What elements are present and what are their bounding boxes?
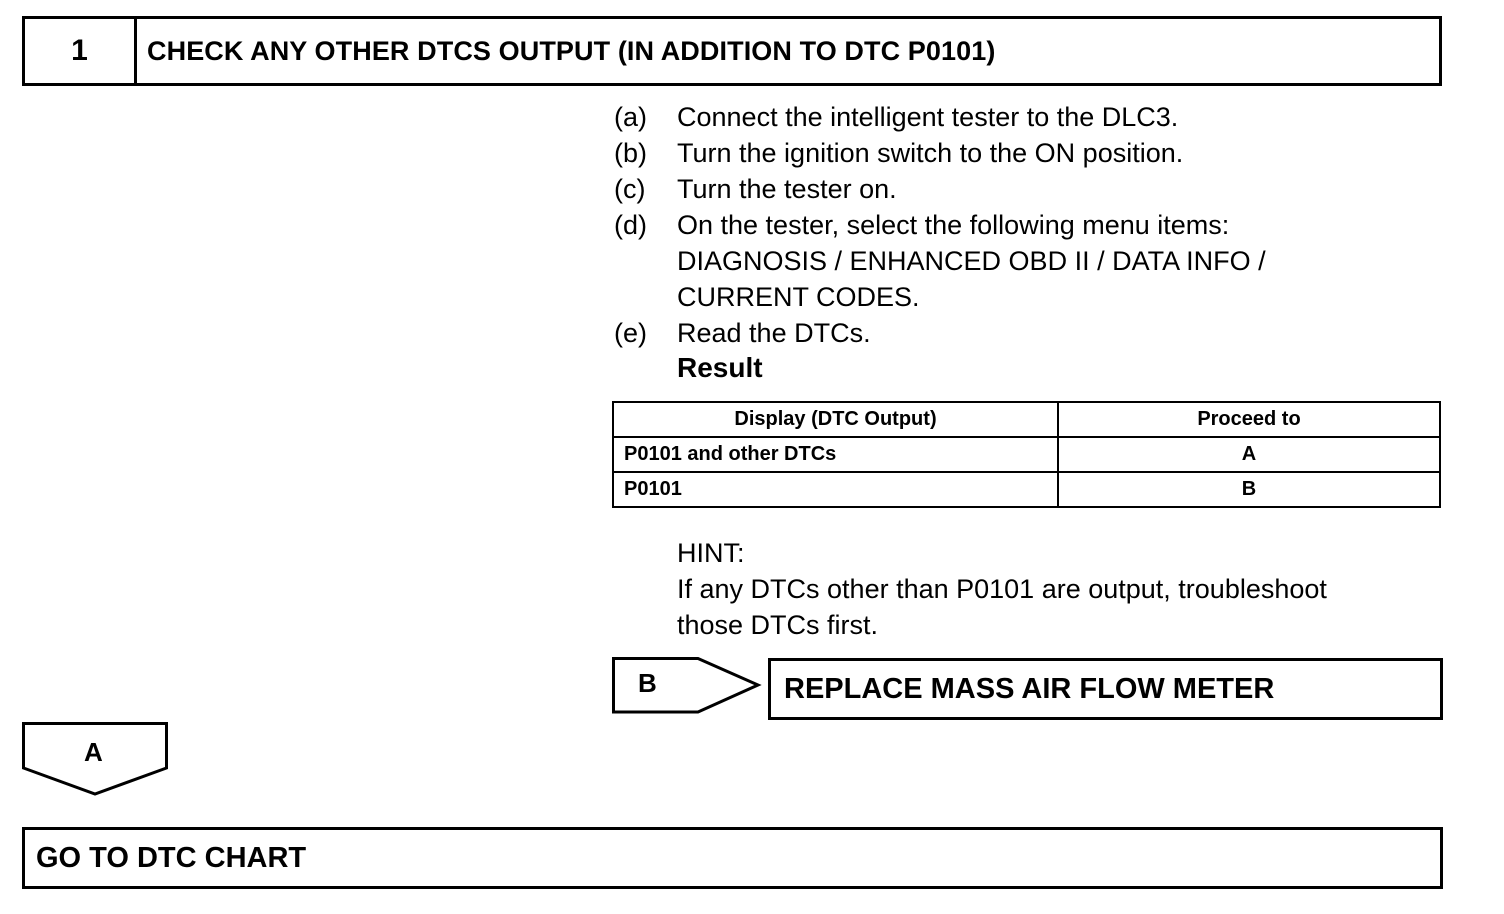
instruction-text [677, 315, 1444, 351]
column-header-display: Display (DTC Output) [613, 402, 1058, 437]
instruction-line: Read the DTCs. [677, 318, 871, 348]
table-header-row [613, 402, 1440, 437]
instruction-line: On the tester, select the following menu items: [677, 210, 1230, 240]
step-header [22, 16, 1442, 86]
instruction-label: (e) [614, 318, 647, 348]
instruction-label: (d) [614, 210, 647, 240]
instruction-item [614, 171, 1444, 207]
instruction-line: Turn the ignition switch to the ON position. [677, 138, 1184, 168]
instruction-label: (c) [614, 174, 646, 204]
instruction-text [677, 171, 1444, 207]
table-cell-display: P0101 [613, 472, 1058, 507]
branch-a-action-box[interactable]: GO TO DTC CHART [22, 827, 1443, 889]
instruction-list [614, 99, 1444, 351]
instruction-item [614, 99, 1444, 135]
instruction-item [614, 207, 1444, 315]
branch-a-label: A [84, 737, 103, 767]
result-heading: Result [677, 352, 763, 383]
branch-b-label: B [638, 668, 657, 698]
hint [677, 535, 1437, 643]
table-cell-proceed: B [1058, 472, 1440, 507]
column-header-proceed: Proceed to [1058, 402, 1440, 437]
result-table [612, 401, 1441, 508]
instruction-text [677, 135, 1444, 171]
instruction-label: (a) [614, 102, 647, 132]
instruction-line: Connect the intelligent tester to the DLC3. [677, 102, 1179, 132]
branch-b-arrow-tag [612, 657, 762, 715]
hint-line: If any DTCs other than P0101 are output, troubleshoot [677, 574, 1327, 604]
instruction-item [614, 315, 1444, 351]
instruction-text [677, 207, 1444, 315]
instruction-item [614, 135, 1444, 171]
step-title: CHECK ANY OTHER DTCS OUTPUT (IN ADDITION TO DTC P0101) [147, 35, 996, 66]
instruction-text [677, 99, 1444, 135]
table-row [613, 437, 1440, 472]
table-cell-proceed: A [1058, 437, 1440, 472]
instruction-line: DIAGNOSIS / ENHANCED OBD II / DATA INFO / [677, 246, 1266, 276]
instruction-line: Turn the tester on. [677, 174, 897, 204]
instruction-line: CURRENT CODES. [677, 282, 920, 312]
step-number: 1 [25, 19, 137, 83]
instruction-label: (b) [614, 138, 647, 168]
hint-line: those DTCs first. [677, 610, 879, 640]
branch-b-action-box[interactable]: REPLACE MASS AIR FLOW METER [768, 658, 1443, 720]
table-cell-display: P0101 and other DTCs [613, 437, 1058, 472]
table-row [613, 472, 1440, 507]
hint-label: HINT: [677, 538, 745, 568]
